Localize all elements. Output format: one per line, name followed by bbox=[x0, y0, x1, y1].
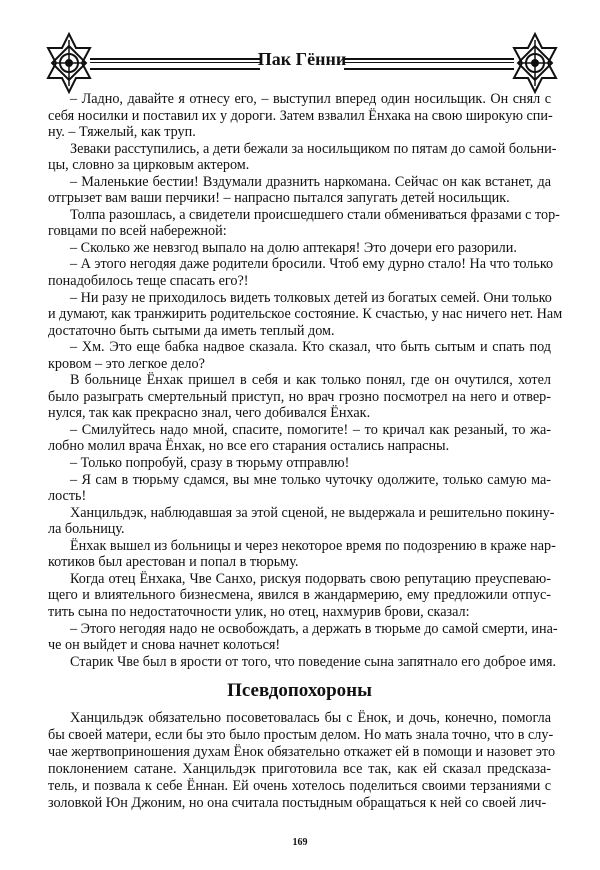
paragraph bbox=[48, 91, 551, 141]
text-line: В больнице Ёнхак пришел в себя и как только понял, где он очутился, хотел bbox=[70, 372, 551, 389]
text-line: кровом – это легкое дело? bbox=[48, 355, 205, 372]
section-heading: Псевдопохороны bbox=[227, 680, 372, 701]
header-rule-right bbox=[344, 58, 514, 70]
text-line: золовкой Юн Джоним, но она считала постыдным обращаться к ней со своей лич- bbox=[48, 795, 547, 811]
text-line: отгрызет вам ваши перчики! – напрасно пытался запугать детей носильщик. bbox=[48, 190, 510, 207]
body-text bbox=[48, 91, 563, 670]
paragraph bbox=[48, 620, 558, 654]
text-line: себя носилки и поставил их у дороги. Затем взвалил Ёнхака на свою широкую спи- bbox=[48, 107, 553, 124]
paragraph bbox=[48, 653, 557, 671]
text-line: Ханцильдэк, наблюдавшая за этой сценой, не выдержала и решительно покину- bbox=[70, 504, 555, 521]
text-line: лость! bbox=[48, 488, 87, 505]
text-line: Когда отец Ёнхака, Чве Санхо, рискуя подорвать свою репутацию преуспеваю- bbox=[70, 570, 551, 587]
text-line: и думают, как транжирить родительское состояние. К счастью, у нас ничего нет. Нам bbox=[48, 306, 563, 323]
text-line: котиков был арестован и попал в тюрьму. bbox=[48, 554, 299, 571]
text-line: – Маленькие бестии! Вздумали дразнить наркомана. Сейчас он как встанет, да bbox=[70, 173, 551, 190]
text-line: – Ладно, давайте я отнесу его, – выступил вперед один носильщик. Он снял с bbox=[70, 91, 551, 107]
text-line: нулся, так как прекрасно знал, чего добивался Ёнхак. bbox=[48, 405, 371, 422]
paragraph bbox=[48, 256, 554, 290]
text-line: – А этого негодяя даже родители бросили. Чтоб ему дурно стало! На что только bbox=[70, 256, 554, 273]
paragraph bbox=[48, 140, 557, 174]
ornamental-rosette-icon bbox=[512, 32, 558, 94]
running-title: Пак Гённи bbox=[257, 49, 347, 69]
text-line: было разыграть смертельный приступ, но врач грозно посмотрел на него и отвер- bbox=[48, 388, 551, 405]
page-number: 169 bbox=[292, 837, 308, 848]
paragraph bbox=[48, 710, 556, 812]
text-line: Зеваки расступились, а дети бежали за носильщиком по пятам до самой больни- bbox=[70, 140, 557, 157]
section-body-text bbox=[48, 710, 556, 812]
text-line: – Только попробуй, сразу в тюрьму отправлю! bbox=[70, 455, 350, 472]
text-line: – Смилуйтесь надо мной, спасите, помогите! – то кричал как резаный, то жа- bbox=[70, 421, 551, 438]
text-line: – Ни разу не приходилось видеть толковых детей из богатых семей. Они только bbox=[70, 289, 552, 306]
paragraph bbox=[48, 472, 551, 505]
running-header bbox=[46, 32, 558, 94]
text-line: – Хм. Это еще бабка надвое сказала. Кто сказал, что быть сытым и спать под bbox=[70, 339, 551, 356]
paragraph bbox=[48, 422, 551, 455]
text-line: бы своей матери, если бы это было простым делом. Но мать знала точно, что в слу- bbox=[48, 727, 554, 743]
text-line: – Я сам в тюрьму сдамся, вы мне только чуточку одолжите, только самую ма- bbox=[70, 471, 551, 488]
paragraph bbox=[48, 289, 563, 340]
paragraph bbox=[48, 174, 551, 207]
paragraph bbox=[48, 240, 551, 257]
paragraph bbox=[48, 455, 551, 472]
text-line: щего и влиятельного бизнесмена, явился в жандармерию, ему предложили отпус- bbox=[48, 587, 551, 604]
paragraph bbox=[48, 372, 551, 422]
paragraph bbox=[48, 206, 560, 240]
text-line: понадобилось теще спасать его?! bbox=[48, 273, 249, 290]
text-line: – Сколько же невзгод выпало на долю аптекаря! Это дочери его разорили. bbox=[70, 239, 517, 256]
text-line: говцами по всей набережной: bbox=[48, 223, 227, 240]
paragraph bbox=[48, 571, 551, 621]
text-line: Толпа разошлась, а свидетели происшедшего стали обмениваться фразами с тор- bbox=[70, 206, 560, 223]
text-line: че он выйдет и снова начнет колоться! bbox=[48, 637, 281, 654]
text-line: поклонением сатане. Ханцильдэк приготовила все так, как ей сказал предсказа- bbox=[48, 761, 551, 777]
text-line: Ханцильдэк обязательно посоветовалась бы с Ёнок, и дочь, конечно, помогла bbox=[70, 710, 551, 726]
text-line: лобно молил врача Ёнхак, но все его старания остались напрасны. bbox=[48, 438, 450, 455]
paragraph bbox=[48, 504, 555, 538]
paragraph bbox=[48, 339, 551, 372]
text-line: – Этого негодяя надо не освобождать, а держать в тюрьме до самой смерти, ина- bbox=[70, 620, 558, 637]
text-line: Старик Чве был в ярости от того, что поведение сына запятнало его доброе имя. bbox=[70, 653, 557, 670]
text-line: тить сына по недостаточности улик, но отец, нахмурив брови, сказал: bbox=[48, 603, 470, 620]
text-line: ла больницу. bbox=[48, 521, 125, 538]
text-line: тель, и позвала к себе Ённан. Ей очень хотелось поделиться своими терзаниями с bbox=[48, 778, 551, 794]
text-line: чае жертвоприношения духам Ёнок обязательно откажет ей в помощи и назовет это bbox=[48, 744, 556, 760]
text-line: Ёнхак вышел из больницы и через некоторое время по подозрению в краже нар- bbox=[70, 537, 556, 554]
text-line: цы, словно за цирковым актером. bbox=[48, 157, 250, 174]
text-line: достаточно быть сытыми да иметь теплый дом. bbox=[48, 322, 335, 339]
paragraph bbox=[48, 537, 556, 571]
text-line: ну. – Тяжелый, как труп. bbox=[48, 124, 196, 141]
